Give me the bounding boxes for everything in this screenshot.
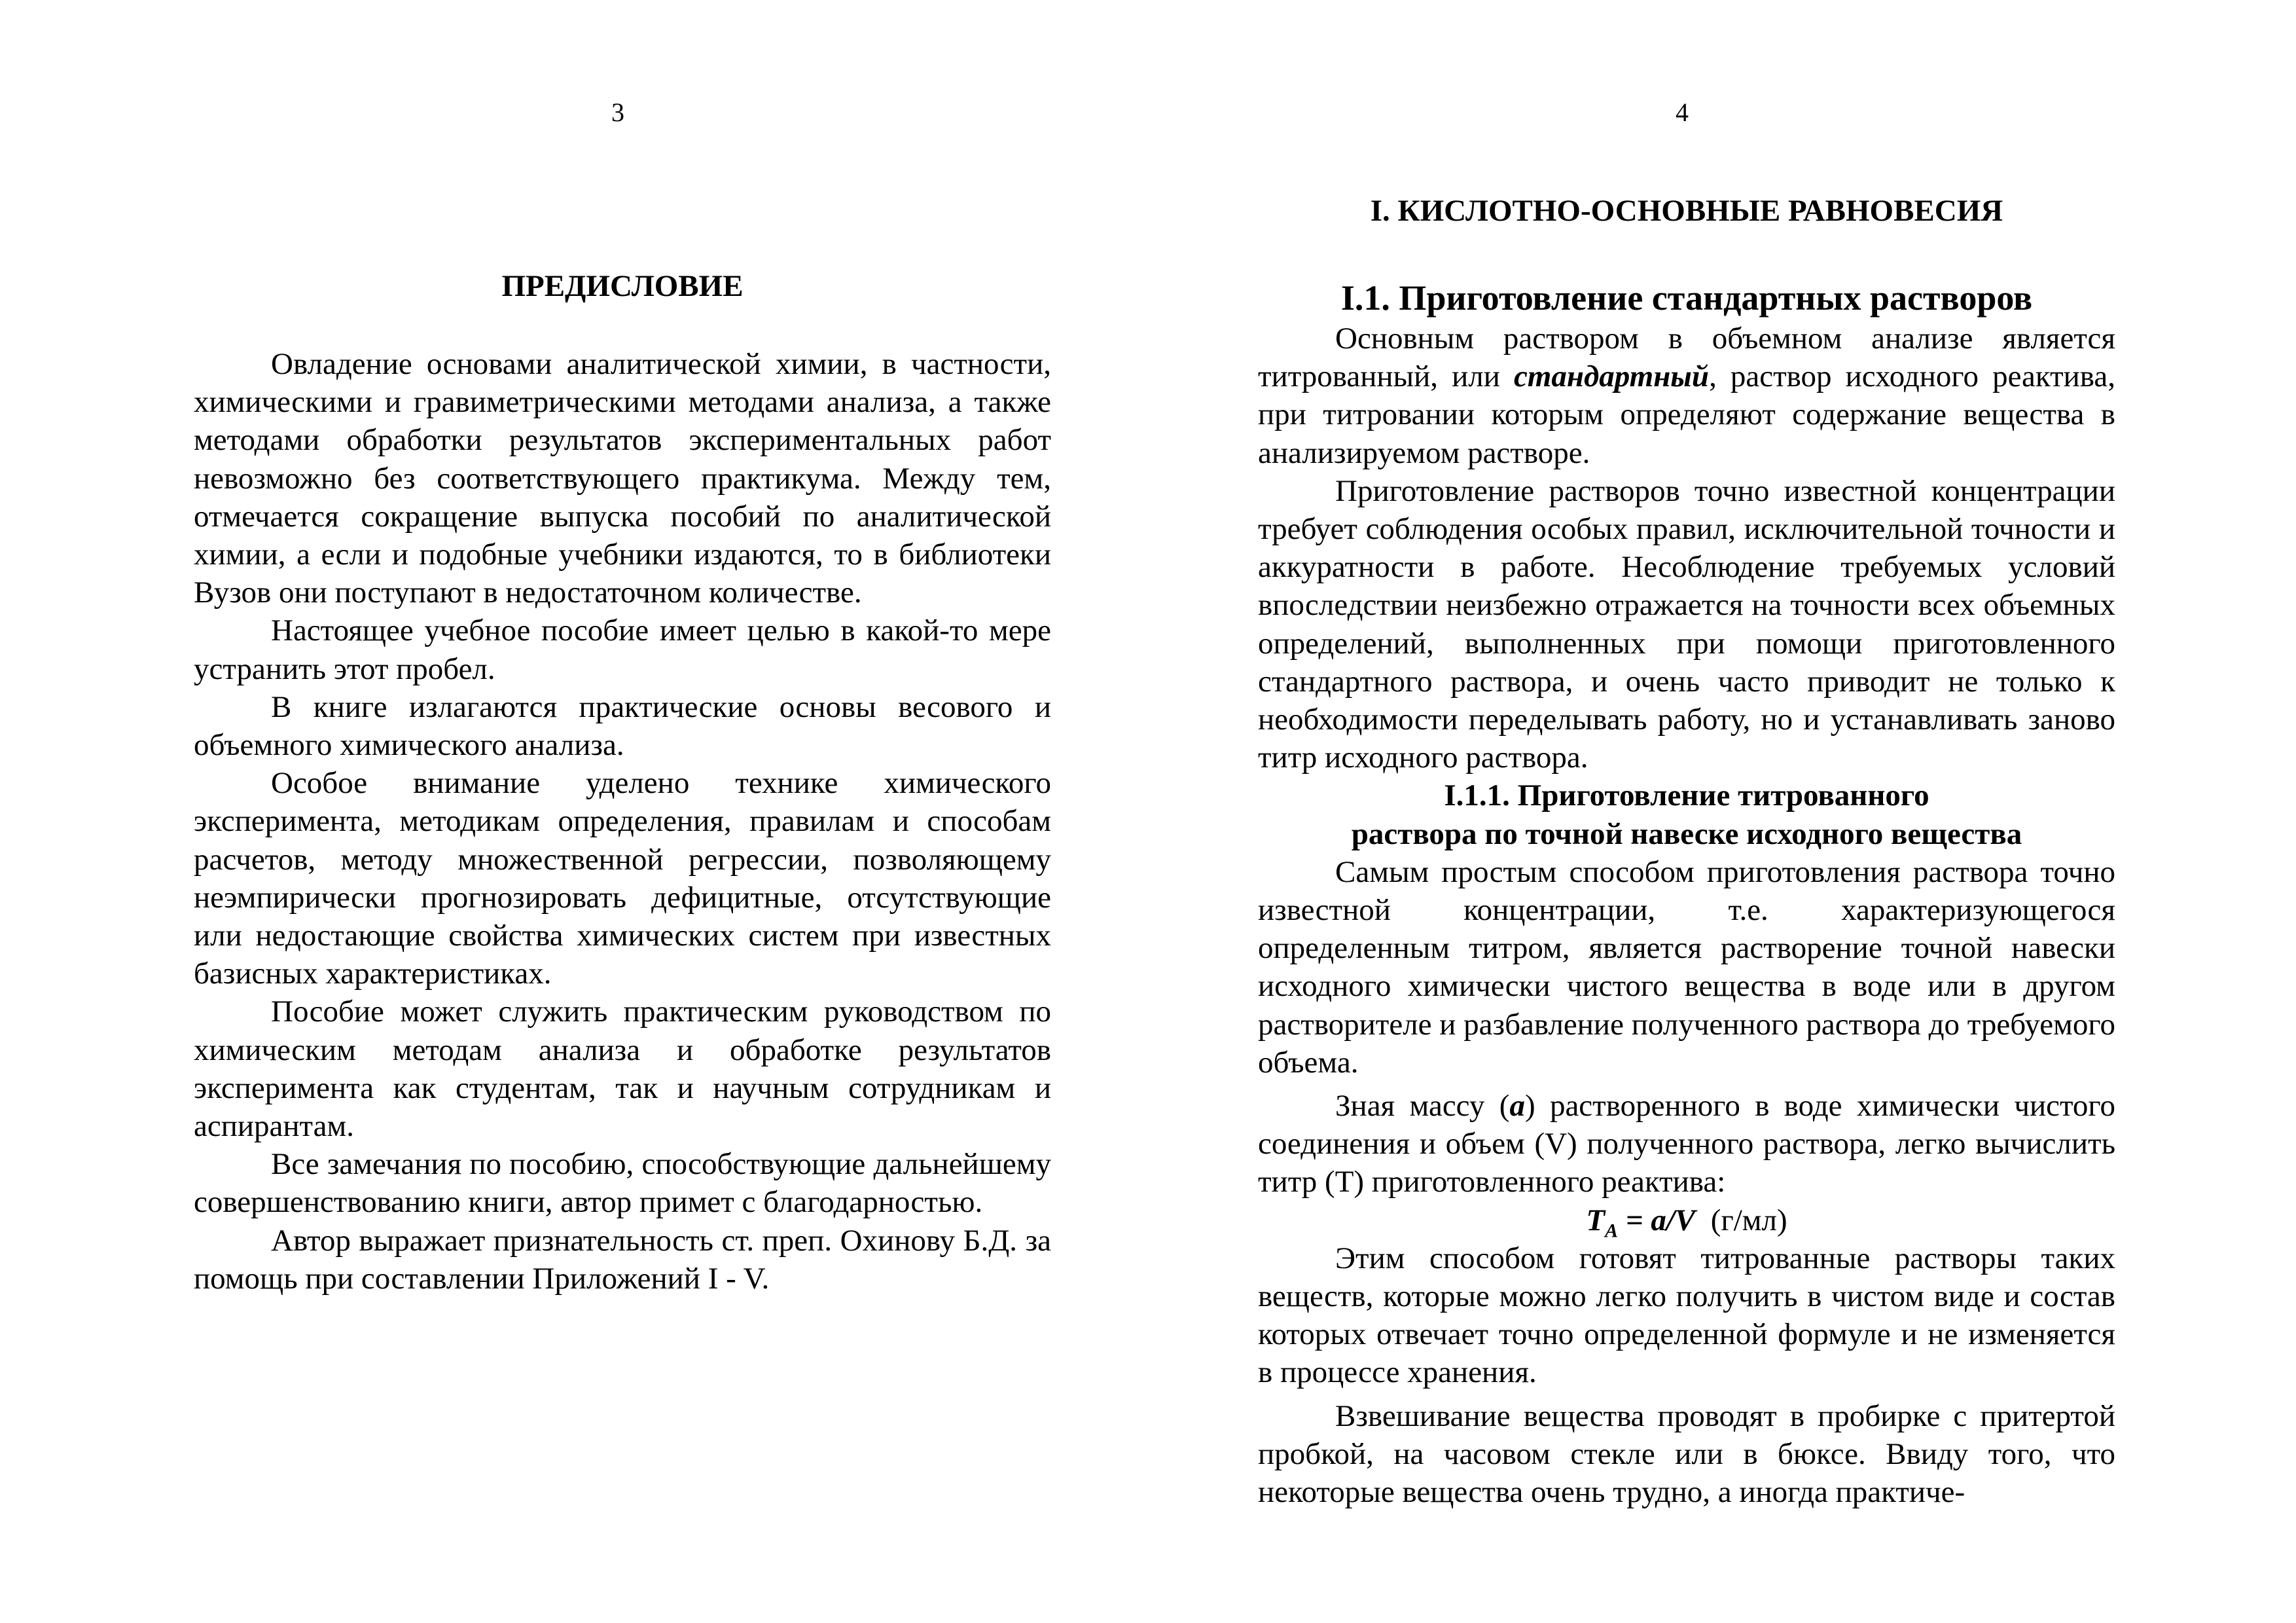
preface-paragraph-5: Пособие может служить практическим руководством по химическим методам анализа и обработке результатов эксперимента как студентам, так и научным сотрудникам и аспирантам. [194, 994, 1051, 1144]
subsection-title-line-1: I.1.1. Приготовление титрованного [1444, 778, 1929, 813]
variable-a: a [1509, 1089, 1525, 1123]
subsection-title-line-2: раствора по точной навеске исходного вещества [1351, 816, 2022, 851]
titer-formula: $T_A = a/V$ (г/мл) [1586, 1203, 1787, 1242]
term-standard: стандартный [1513, 359, 1710, 394]
preface-paragraph-7: Автор выражает признательность ст. преп. Охинову Б.Д. за помощь при составлении Приложений I - V. [194, 1223, 1051, 1296]
preface-paragraph-4: Особое внимание уделено технике химического эксперимента, методикам определения, правилам и способам расчетов, методу множественной регрессии, позволяющему неэмпирически прогнозировать дефицитные, отсутствующие или недостающие свойства химических систем при известных базисных характеристиках. [194, 766, 1051, 991]
page-number-left: 3 [611, 98, 624, 127]
right-page-body [1258, 190, 2115, 1511]
page-number-right: 4 [1676, 98, 1689, 127]
preface-paragraph-3: В книге излагаются практические основы весового и объемного химического анализа. [194, 689, 1051, 763]
section-title: I.1. Приготовление стандартных растворов [1340, 278, 2033, 318]
preface-paragraph-1: Овладение основами аналитической химии, в частности, химическими и гравиметрическими методами анализа, а также методами обработки результатов экспериментальных работ невозможно без соответствующего практикума. Между тем, отмечается сокращение выпуска пособий по аналитической химии, а если и подобные учебники издаются, то в библиотеки Вузов они поступают в недостаточном количестве. [194, 347, 1051, 610]
paragraph-weighing: Взвешивание вещества проводят в пробирке с притертой пробкой, на часовом стекле или в бюксе. Ввиду того, что некоторые вещества очень трудно, а иногда практиче- [1258, 1398, 2115, 1510]
right-page [1148, 0, 2296, 1623]
left-page-body [194, 265, 1051, 1298]
preface-paragraph-2: Настоящее учебное пособие имеет целью в какой-то мере устранить этот пробел. [194, 613, 1051, 686]
formula-units: (г/мл) [1710, 1203, 1787, 1237]
paragraph-standard-solution: Основным раствором в объемном анализе является титрованный, или стандартный, раствор исходного реактива, при титровании которым определяют содержание вещества в анализируемом растворе. [1258, 321, 2115, 470]
paragraph-titer-calculation: Зная массу (a) растворенного в воде химически чистого соединения и объем (V) полученного раствора, легко вычислить титр (T) приготовленного реактива: [1258, 1089, 2116, 1199]
chapter-title: I. КИСЛОТНО-ОСНОВНЫЕ РАВНОВЕСИЯ [1370, 194, 2003, 228]
preface-paragraph-6: Все замечания по пособию, способствующие дальнейшему совершенствованию книги, автор примет с благодарностью. [194, 1147, 1051, 1220]
paragraph-simple-method: Самым простым способом приготовления раствора точно известной концентрации, т.е. характеризующегося определенным титром, является растворение точной навески исходного химически чистого вещества в воде или в другом растворителе и разбавление полученного раствора до требуемого объема. [1258, 854, 2115, 1080]
preface-heading: ПРЕДИСЛОВИЕ [501, 269, 744, 303]
paragraph-pure-substances: Этим способом готовят титрованные растворы таких веществ, которые можно легко получить в чистом виде и состав которых отвечает точно определенной формуле и не изменяется в процессе хранения. [1258, 1241, 2115, 1390]
paragraph-preparation-rules: Приготовление растворов точно известной концентрации требует соблюдения особых правил, исключительной точности и аккуратности в работе. Несоблюдение требуемых условий впоследствии неизбежно отражается на точности всех объемных определений, выполненных при помощи приготовленного стандартного раствора, и очень часто приводит не только к необходимости переделывать работу, но и устанавливать заново титр исходного раствора. [1258, 473, 2115, 775]
